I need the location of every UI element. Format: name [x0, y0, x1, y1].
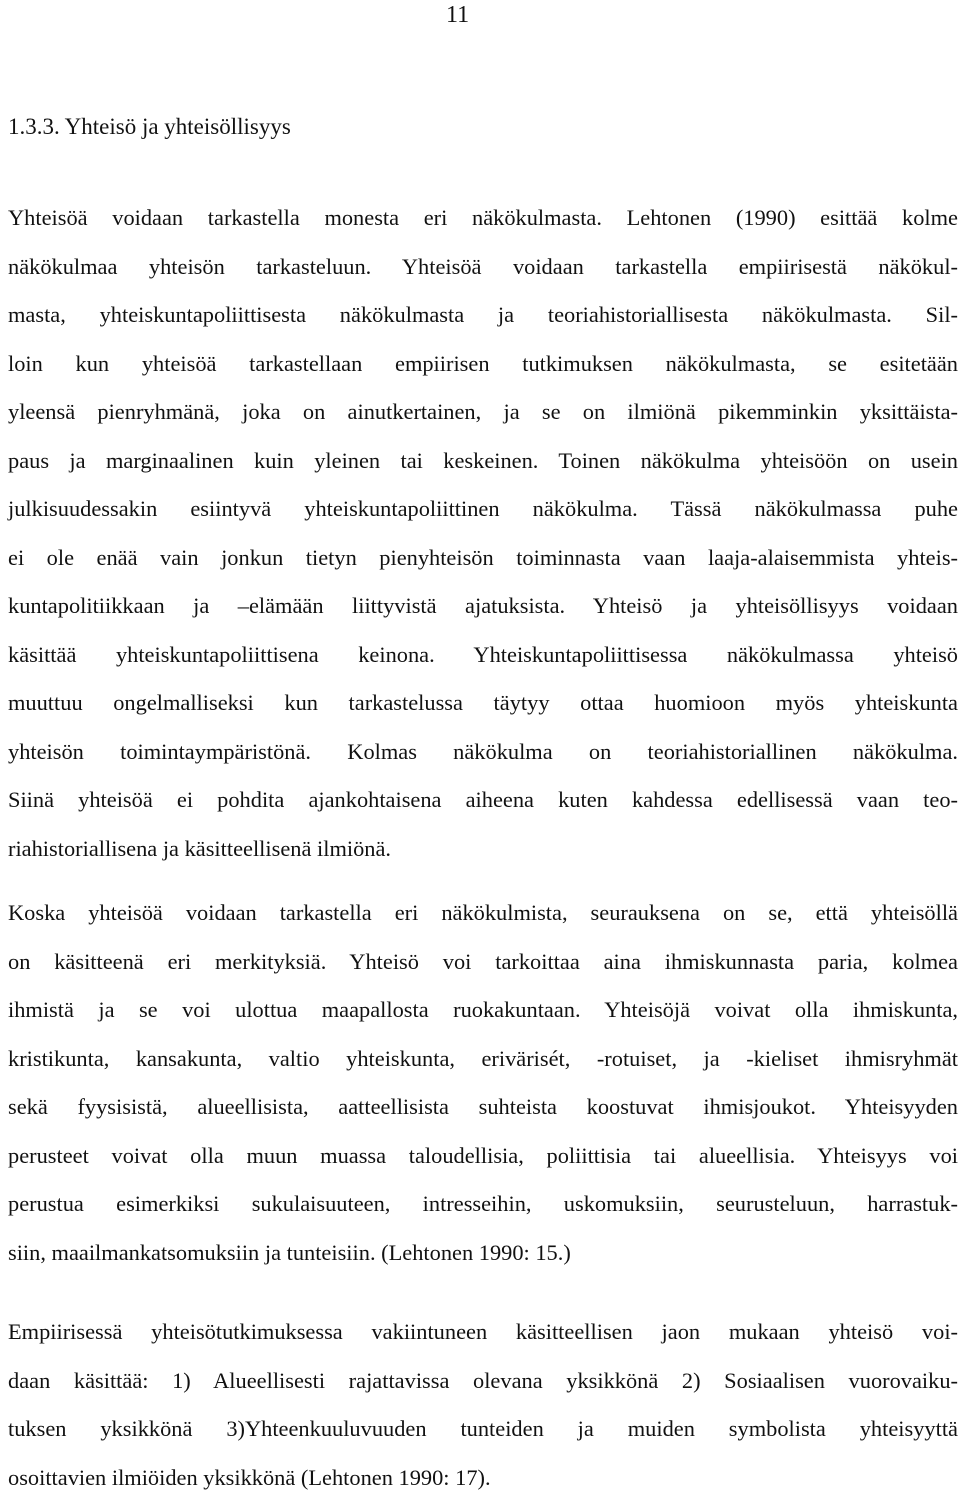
paragraph-line: Empiirisessä yhteisötutkimuksessa vakiintuneen käsitteellisen jaon mukaan yhteisö voi- [8, 1308, 958, 1357]
paragraph-line: daan käsittää: 1) Alueellisesti rajattavissa olevana yksikkönä 2) Sosiaalisen vuorovaiku- [8, 1357, 958, 1406]
paragraph-line: käsittää yhteiskuntapoliittisena keinona. Yhteiskuntapoliittisessa näkökulmassa yhteisö [8, 631, 958, 680]
paragraph-line: kristikunta, kansakunta, valtio yhteiskunta, erivärisét, -rotuiset, ja -kieliset ihmisryhmät [8, 1035, 958, 1084]
paragraph-line: loin kun yhteisöä tarkastellaan empiirisen tutkimuksen näkökulmasta, se esitetään [8, 340, 958, 389]
paragraph-line: tuksen yksikkönä 3)Yhteenkuuluvuuden tunteiden ja muiden symbolista yhteisyyttä [8, 1405, 958, 1454]
paragraph-line: kuntapolitiikkaan ja –elämään liittyvistä ajatuksista. Yhteisö ja yhteisöllisyys voidaan [8, 582, 958, 631]
paragraph-line: perustua esimerkiksi sukulaisuuteen, intresseihin, uskomuksiin, seurusteluun, harrastuk- [8, 1180, 958, 1229]
paragraph-line: yhteisön toimintaympäristönä. Kolmas näkökulma on teoriahistoriallinen näkökulma. [8, 728, 958, 777]
page-number: 11 [446, 0, 469, 30]
paragraph-line: Yhteisöä voidaan tarkastella monesta eri näkökulmasta. Lehtonen (1990) esittää kolme [8, 194, 958, 243]
paragraph-line: perusteet voivat olla muun muassa taloudellisia, poliittisia tai alueellisia. Yhteisyys voi [8, 1132, 958, 1181]
paragraph-line: ei ole enää vain jonkun tietyn pienyhteisön toiminnasta vaan laaja-alaisemmista yhteis- [8, 534, 958, 583]
paragraph-1 [8, 194, 958, 873]
paragraph-line: julkisuudessakin esiintyvä yhteiskuntapoliittinen näkökulma. Tässä näkökulmassa puhe [8, 485, 958, 534]
paragraph-line: näkökulmaa yhteisön tarkasteluun. Yhteisöä voidaan tarkastella empiirisestä näkökul- [8, 243, 958, 292]
section-heading: 1.3.3. Yhteisö ja yhteisöllisyys [8, 112, 291, 142]
paragraph-line: siin, maailmankatsomuksiin ja tunteisiin. (Lehtonen 1990: 15.) [8, 1229, 958, 1278]
paragraph-line: muuttuu ongelmalliseksi kun tarkastelussa täytyy ottaa huomioon myös yhteiskunta [8, 679, 958, 728]
paragraph-3 [8, 1308, 958, 1502]
paragraph-line: osoittavien ilmiöiden yksikkönä (Lehtonen 1990: 17). [8, 1454, 958, 1502]
paragraph-line: on käsitteenä eri merkityksiä. Yhteisö voi tarkoittaa aina ihmiskunnasta paria, kolmea [8, 938, 958, 987]
paragraph-line: riahistoriallisena ja käsitteellisenä ilmiönä. [8, 825, 958, 874]
paragraph-line: sekä fyysisistä, alueellisista, aatteellisista suhteista koostuvat ihmisjoukot. Yhteisyyden [8, 1083, 958, 1132]
paragraph-line: Koska yhteisöä voidaan tarkastella eri näkökulmista, seurauksena on se, että yhteisöllä [8, 889, 958, 938]
paragraph-line: masta, yhteiskuntapoliittisesta näkökulmasta ja teoriahistoriallisesta näkökulmasta. Sil- [8, 291, 958, 340]
paragraph-line: yleensä pienryhmänä, joka on ainutkertainen, ja se on ilmiönä pikemminkin yksittäista- [8, 388, 958, 437]
paragraph-line: paus ja marginaalinen kuin yleinen tai keskeinen. Toinen näkökulma yhteisöön on usein [8, 437, 958, 486]
paragraph-line: ihmistä ja se voi ulottua maapallosta ruokakuntaan. Yhteisöjä voivat olla ihmiskunta, [8, 986, 958, 1035]
paragraph-2 [8, 889, 958, 1277]
paragraph-line: Siinä yhteisöä ei pohdita ajankohtaisena aiheena kuten kahdessa edellisessä vaan teo- [8, 776, 958, 825]
